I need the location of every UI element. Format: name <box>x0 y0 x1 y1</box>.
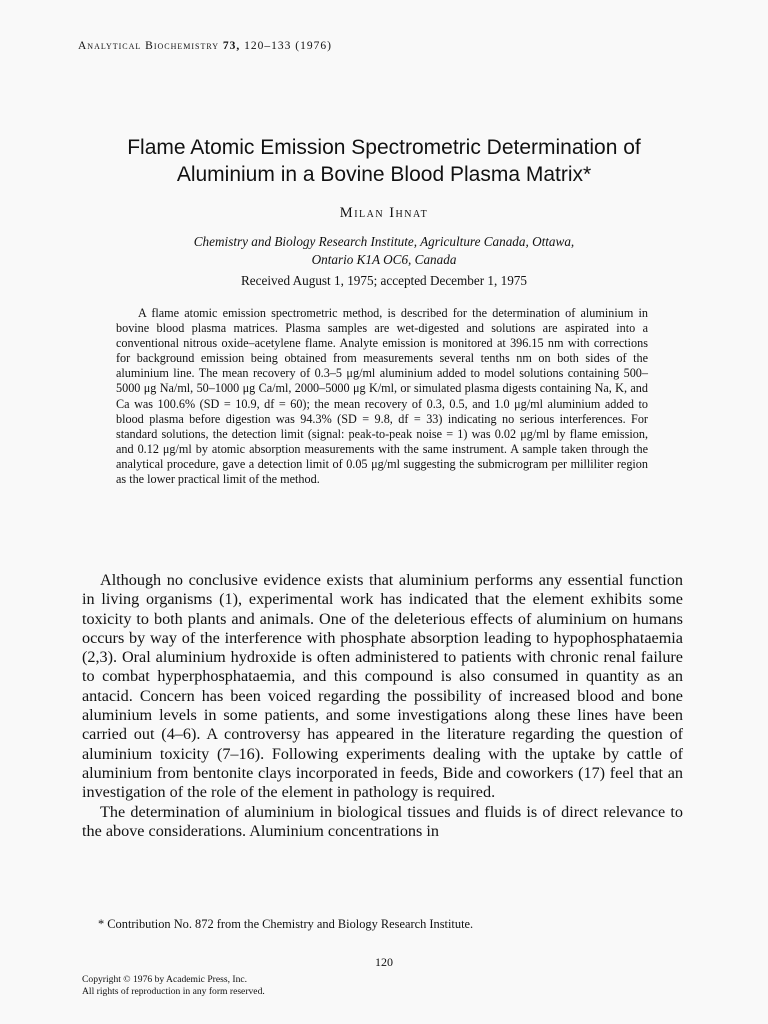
title-line-2: Aluminium in a Bovine Blood Plasma Matrix* <box>176 163 592 186</box>
abstract <box>116 306 648 487</box>
running-header <box>78 40 332 52</box>
body-text <box>82 571 683 841</box>
copyright-line-2: All rights of reproduction in any form reserved. <box>82 986 265 997</box>
affiliation-line-1: Chemistry and Biology Research Institute, Agriculture Canada, Ottawa, <box>193 234 575 249</box>
copyright-line-1: Copyright © 1976 by Academic Press, Inc. <box>82 974 248 985</box>
body-paragraph-2: The determination of aluminium in biological tissues and fluids is of direct relevance to the above considerations. Aluminium concentrations in <box>82 802 683 840</box>
received-dates: Received August 1, 1975; accepted December 1, 1975 <box>240 273 527 288</box>
article-title <box>60 134 708 188</box>
affiliation-line-2: Ontario K1A OC6, Canada <box>311 251 457 267</box>
title-line-1: Flame Atomic Emission Spectrometric Determination of <box>127 136 641 159</box>
page-number: 120 <box>375 955 393 969</box>
journal-name: Analytical Biochemistry <box>78 40 220 52</box>
journal-pages: 120–133 (1976) <box>244 40 332 52</box>
copyright-notice <box>82 974 265 998</box>
abstract-text: A flame atomic emission spectrometric method, is described for the determination of aluminium in bovine blood plasma matrices. Plasma samples are wet-digested and solutions are aspirated into a conventional nitrous oxide–acetylene flame. Analyte emission is monitored at 396.15 nm with corrections for background emission being obtained from measurements several tenths nm on both sides of the aluminium line. The mean recovery of 0.3–5 μg/ml aluminium added to model solutions containing 500–5000 μg Na/ml, 50–1000 μg Ca/ml, 2000–5000 μg K/ml, or simulated plasma digests containing Na, K, and Ca was 100.6% (SD = 10.9, df = 60); the mean recovery of 0.3, 0.5, and 1.0 μg/ml aluminium added to blood plasma before digestion was 94.3% (SD = 9.8, df = 33) indicating no serious interferences. For standard solutions, the detection limit (signal: peak-to-peak noise = 1) was 0.02 μg/ml by flame emission, and 0.12 μg/ml by atomic absorption measurements with the same instrument. A sample taken through the analytical procedure, gave a detection limit of 0.05 μg/ml suggesting the submicrogram per milliliter region as the lower practical limit of the method. <box>116 306 648 487</box>
body-paragraph-1: Although no conclusive evidence exists that aluminium performs any essential function in living organisms (1), experimental work has indicated that the element exhibits some toxicity to both plants and animals. One of the deleterious effects of aluminium on humans occurs by way of the interference with phosphate absorption leading to hypophosphataemia (2,3). Oral aluminium hydroxide is often administered to patients with chronic renal failure to combat hyperphosphataemia, and this compound is also consumed in quantity as an antacid. Concern has been voiced regarding the possibility of increased blood and bone aluminium levels in some patients, and some investigations along these lines have been carried out (4–6). A controversy has appeared in the literature regarding the question of aluminium toxicity (7–16). Following experiments dealing with the uptake by cattle of aluminium from bentonite clays incorporated in feeds, Bide and coworkers (17) feel that an investigation of the role of the element in pathology is required. <box>82 571 683 802</box>
affiliation <box>100 233 668 268</box>
footnote: * Contribution No. 872 from the Chemistry and Biology Research Institute. <box>98 917 474 931</box>
journal-volume: 73, <box>222 40 241 52</box>
author-name: Milan Ihnat <box>339 205 429 221</box>
